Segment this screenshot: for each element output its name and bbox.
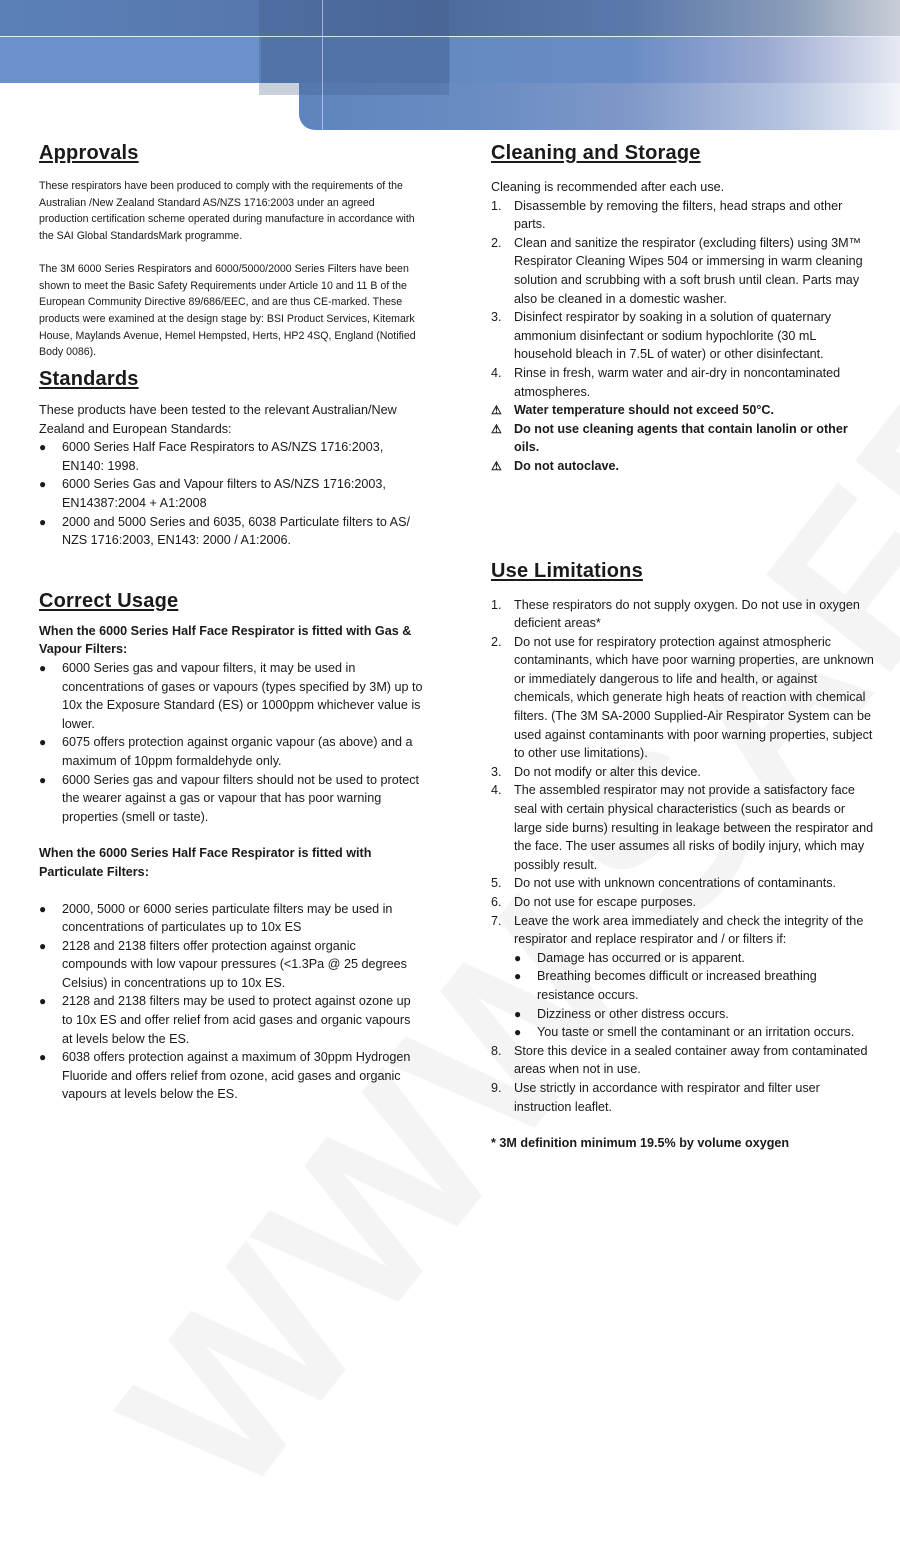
- bullet-icon: ●: [39, 901, 47, 916]
- particulate-filters-list: [39, 900, 424, 1105]
- standards-intro: These products have been tested to the relevant Australian/New Zealand and European Standards:: [39, 403, 397, 436]
- list-item: 3. Disinfect respirator by soaking in a solution of quaternary ammonium disinfectant or sodium hypochlorite (30 mL household bleach in 7.5L of water) or other disinfectant.: [491, 310, 832, 362]
- banner-top-band: [0, 0, 900, 36]
- list-item: 5. Do not use with unknown concentrations of contaminants.: [491, 876, 837, 891]
- list-item: 6. Do not use for escape purposes.: [491, 895, 697, 909]
- bullet-icon: ●: [39, 735, 47, 750]
- banner-middle-band: [0, 37, 900, 83]
- list-item: ● 6000 Series Half Face Respirators to AS/NZS 1716:2003, EN140: 1998.: [39, 440, 384, 473]
- warning-icon: ⚠: [491, 421, 502, 436]
- bullet-icon: ●: [39, 938, 47, 953]
- cleaning-heading: Cleaning and Storage: [491, 142, 701, 164]
- list-item: 9. Use strictly in accordance with respirator and filter user instruction leaflet.: [491, 1080, 820, 1114]
- list-item: ● 6038 offers protection against a maximum of 30ppm Hydrogen Fluoride and offers relief from ozone, acid gases and organic vapours at levels below the ES.: [39, 1050, 411, 1102]
- right-column: [491, 142, 876, 1153]
- correct-usage-heading: Correct Usage: [39, 589, 179, 612]
- standards-heading: Standards: [39, 368, 139, 391]
- list-item: ● 2128 and 2138 filters offer protection against organic compounds with low vapour pressures (<1.3Pa @ 25 degrees Celsius) in concentrations up to 10x ES.: [39, 938, 407, 990]
- bullet-icon: ●: [39, 660, 47, 675]
- list-item: 2. Clean and sanitize the respirator (excluding filters) using 3M™ Respirator Cleaning Wipes 504 or immersing in warm cleaning solution and scrubbing with a soft brush until clean. Parts may also be cleaned in a domestic washer.: [491, 235, 863, 306]
- left-column: [39, 142, 424, 1104]
- warning-item: ⚠ Water temperature should not exceed 50°C.: [491, 401, 876, 420]
- cleaning-warnings: [491, 401, 876, 475]
- approvals-heading: Approvals: [39, 142, 139, 164]
- list-item: ● Dizziness or other distress occurs.: [514, 1005, 876, 1024]
- list-item: ● 2000 and 5000 Series and 6035, 6038 Particulate filters to AS/ NZS 1716:2003, EN143: 2000 / A1:2006.: [39, 514, 410, 548]
- bullet-icon: ●: [514, 1006, 522, 1021]
- bullet-icon: ●: [39, 477, 47, 492]
- correct-usage-section: [39, 590, 424, 1104]
- list-item: 4. Rinse in fresh, warm water and air-dry in noncontaminated atmospheres.: [491, 365, 841, 399]
- list-item: ● 2000, 5000 or 6000 series particulate filters may be used in concentrations of particulates up to 10x ES: [39, 901, 393, 935]
- bullet-icon: ●: [39, 1050, 47, 1065]
- oxygen-footnote: * 3M definition minimum 19.5% by volume oxygen: [491, 1136, 790, 1151]
- bullet-icon: ●: [39, 772, 47, 787]
- use-limitations-section: [491, 560, 876, 1153]
- list-item: 1. Disassemble by removing the filters, head straps and other parts.: [491, 198, 843, 232]
- bullet-icon: ●: [514, 969, 522, 984]
- list-item: 8. Store this device in a sealed container away from contaminated areas when not in use.: [491, 1043, 868, 1077]
- replace-conditions-list: [514, 949, 876, 1042]
- list-item: ● 6000 Series gas and vapour filters should not be used to protect the wearer against a gas or vapour that has poor warning properties (smell or taste).: [39, 772, 420, 824]
- warning-icon: ⚠: [491, 403, 502, 418]
- list-item: 2. Do not use for respiratory protection against atmospheric contaminants, which have poor warning properties, are unknown or immediately dangerous to life and health, or against chemicals, which generate high heats of reaction with chemical filters. (The 3M SA-2000 Supplied-Air Respirator System can be used against contaminants with poor warning properties, subject to other use limitations).: [491, 634, 874, 761]
- list-item: 4. The assembled respirator may not provide a satisfactory face seal with certain physical characteristics (such as beards or large side burns) resulting in leakage between the respirator and the face. The user assumes all risks of bodily injury, which may possibly result.: [491, 783, 874, 872]
- standards-section: [39, 368, 424, 550]
- warning-icon: ⚠: [491, 458, 502, 473]
- bullet-icon: ●: [39, 514, 47, 529]
- list-item: ● 2128 and 2138 filters may be used to protect against ozone up to 10x ES and offer relief from acid gases and organic vapours at levels below the ES.: [39, 994, 411, 1046]
- bullet-icon: ●: [39, 440, 47, 455]
- cleaning-steps: [491, 197, 876, 402]
- use-limitations-heading: Use Limitations: [491, 559, 643, 582]
- warning-item: ⚠ Do not use cleaning agents that contain lanolin or other oils.: [491, 421, 848, 455]
- list-item: ● 6000 Series Gas and Vapour filters to AS/NZS 1716:2003, EN14387:2004 + A1:2008: [39, 477, 386, 510]
- list-item: 1. These respirators do not supply oxygen. Do not use in oxygen deficient areas*: [491, 597, 860, 631]
- gas-filters-heading: When the 6000 Series Half Face Respirator is fitted with Gas & Vapour Filters:: [39, 623, 412, 657]
- list-item: 7. Leave the work area immediately and check the integrity of the respirator and replace respirator and / or filters if: ● Damage has occurred or is apparent. ● Breathing becomes difficult or increased breathing resistance occurs. ● Dizziness or other distress occurs. ● You taste or smell the contaminant or an irritation occurs.: [491, 912, 876, 1042]
- list-item: ● You taste or smell the contaminant or an irritation occurs.: [514, 1023, 876, 1042]
- list-item: ● Damage has occurred or is apparent.: [514, 949, 876, 968]
- approvals-paragraph: These respirators have been produced to comply with the requirements of the Australian /New Zealand Standard AS/NZS 1716:2003 under an agreed production certification scheme operated during manufacture in accordance with the SAI Global StandardsMark programme.: [39, 180, 415, 243]
- banner-divider-horizontal: [0, 36, 900, 37]
- particulate-filters-heading: When the 6000 Series Half Face Respirator is fitted with Particulate Filters:: [39, 846, 372, 879]
- list-item: ● 6000 Series gas and vapour filters, it may be used in concentrations of gases or vapours (types specified by 3M) up to 10x the Exposure Standard (ES) or 1000ppm whichever value is lower.: [39, 660, 423, 731]
- list-item: ● 6075 offers protection against organic vapour (as above) and a maximum of 10ppm formaldehyde only.: [39, 735, 413, 768]
- list-item: ● Breathing becomes difficult or increased breathing resistance occurs.: [514, 969, 817, 1002]
- banner-dark-block: [259, 0, 449, 95]
- approvals-paragraph: The 3M 6000 Series Respirators and 6000/5000/2000 Series Filters have been shown to meet the Basic Safety Requirements under Article 10 and 11 B of the European Community Directive 89/686/EEC, and are thus CE-marked. These products were examined at the design stage by: BSI Product Services, Kitemark House, Maylands Avenue, Hemel Hempsted, Herts, HP2 4SQ, England (Notified Body 0086).: [39, 262, 416, 359]
- banner-divider-vertical: [322, 0, 323, 130]
- bullet-icon: ●: [514, 1025, 522, 1040]
- approvals-section: [39, 142, 424, 361]
- cleaning-section: [491, 142, 876, 476]
- list-item: 3. Do not modify or alter this device.: [491, 764, 701, 779]
- warning-item: ⚠ Do not autoclave.: [491, 457, 876, 476]
- use-limitations-list: [491, 596, 876, 1117]
- standards-list: [39, 438, 424, 550]
- gas-filters-list: [39, 659, 424, 826]
- bullet-icon: ●: [39, 994, 47, 1009]
- header-banner: [0, 0, 900, 130]
- cleaning-intro: Cleaning is recommended after each use.: [491, 180, 725, 194]
- bullet-icon: ●: [514, 950, 522, 965]
